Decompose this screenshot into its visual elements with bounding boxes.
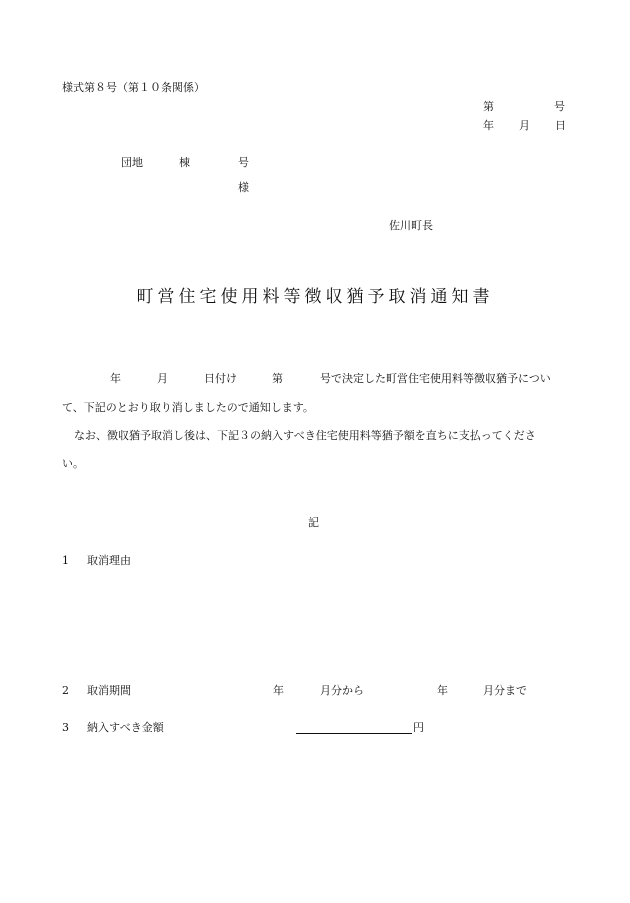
address-danchi: 団地 (121, 156, 143, 169)
item3-label: 納入すべき金額 (87, 721, 164, 734)
item1-number: 1 (62, 554, 69, 567)
doc-date-month: 月 (519, 119, 530, 132)
body-dai: 第 (272, 372, 283, 385)
address-go: 号 (238, 156, 249, 169)
body-year: 年 (110, 372, 121, 385)
body-line3: なお、徴収猶予取消し後は、下記３の納入すべき住宅使用料等猶予額を直ちに支払ってくださ (74, 429, 536, 442)
doc-number-go: 号 (554, 100, 565, 113)
body-date-suffix: 日付け (204, 372, 237, 385)
doc-date-year: 年 (483, 119, 494, 132)
ki-heading: 記 (308, 516, 319, 529)
item2-to-month: 月分まで (483, 684, 527, 697)
doc-date-day: 日 (555, 119, 566, 132)
body-line1-rest: 号で決定した町営住宅使用料等徴収猶予につい (320, 372, 551, 385)
body-line2: て、下記のとおり取り消しましたので通知します。 (62, 401, 314, 414)
body-month: 月 (157, 372, 168, 385)
item2-from-month: 月分から (320, 684, 364, 697)
form-number: 様式第８号（第１０条関係） (62, 81, 205, 94)
amount-blank-line (296, 733, 412, 734)
item2-number: 2 (62, 684, 69, 697)
doc-number-dai: 第 (483, 100, 494, 113)
body-line4: い。 (62, 457, 84, 470)
item2-label: 取消期間 (87, 684, 131, 697)
issuer: 佐川町長 (389, 219, 433, 232)
item2-to-year: 年 (437, 684, 448, 697)
document-title: 町営住宅使用料等徴収猶予取消通知書 (136, 287, 494, 307)
item1-label: 取消理由 (87, 554, 131, 567)
honorific: 様 (238, 181, 249, 194)
address-mune: 棟 (179, 156, 190, 169)
item3-number: 3 (62, 721, 69, 734)
item2-from-year: 年 (273, 684, 284, 697)
item3-unit: 円 (413, 721, 424, 734)
